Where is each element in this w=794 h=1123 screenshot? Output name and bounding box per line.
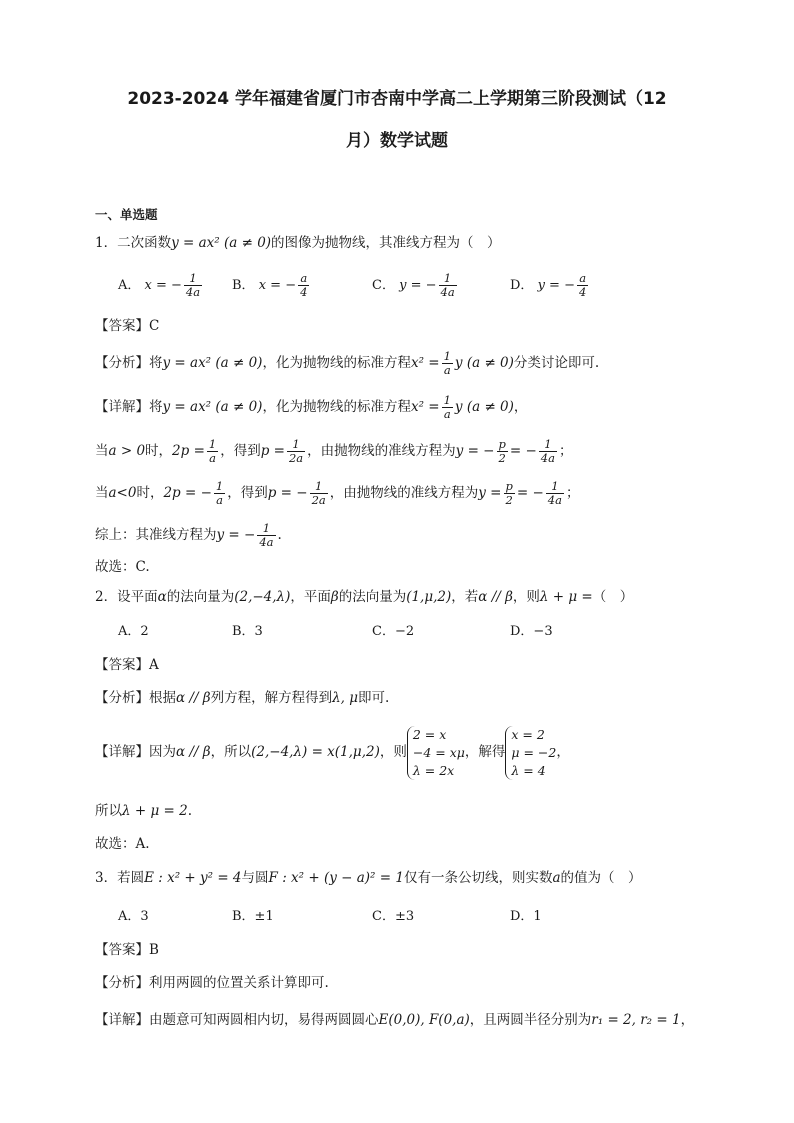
q2-option-d: D．−3 — [510, 624, 553, 639]
q2-analysis: 【分析】根据α // β列方程，解方程得到λ, μ即可. — [95, 690, 390, 706]
q1-case-positive: 当a > 0时，2p = $\frac{1}{a}$ ，得到p = $\frac{1}{2a}$ ，由抛物线的准线方程为y = − $\frac{p}{2}$ = − $\frac{1}{4a}$ ； — [95, 437, 573, 465]
q3-detail: 【详解】由题意可知两圆相内切，易得两圆圆心E(0,0), F(0,a)，且两圆半径分别为r₁ = 2, r₂ = 1， — [95, 1012, 695, 1028]
paper-title-line2: 月）数学试题 — [346, 131, 448, 151]
q1-case-negative: 当a<0时，2p = − $\frac{1}{a}$ ，得到p = − $\frac{1}{2a}$ ，由抛物线的准线方程为y = $\frac{p}{2}$ = − $\frac{1}{4a}$ ； — [95, 479, 580, 507]
paper-title-line1: 2023-2024 学年福建省厦门市杏南中学高二上学期第三阶段测试（12 — [127, 89, 667, 109]
q2-option-c: C．−2 — [372, 624, 415, 639]
q1-option-b: B． x = − $\frac{a}{4}$ — [232, 271, 308, 299]
q3-option-d: D．1 — [510, 909, 542, 924]
q2-result: 所以λ + μ = 2. — [95, 803, 193, 819]
q1-detail: 【详解】将y = ax² (a ≠ 0)，化为抛物线的标准方程x² = $\frac{1}{a}$ y (a ≠ 0)， — [95, 393, 528, 421]
q2-system-solution: x = 2 μ = −2 λ = 4 — [505, 726, 556, 780]
q2-detail: 【详解】因为α // β，所以(2,−4,λ) = x(1,μ,2)，则 2 = x −4 = xμ λ = 2x ，解得 x = 2 μ = −2 λ = 4 ， — [95, 726, 570, 778]
q1-option-d: D． y = − $\frac{a}{4}$ — [510, 271, 587, 299]
q3-option-c: C．±3 — [372, 909, 415, 924]
q2-system-equations: 2 = x −4 = xμ λ = 2x — [407, 726, 465, 780]
q2-stem: 2．设平面α的法向量为(2,−4,λ)，平面β的法向量为(1,μ,2)，若α // β，则λ + μ =（ ） — [95, 589, 634, 605]
q1-option-a: A． x = − $\frac{1}{4a}$ — [118, 271, 201, 299]
q1-choice: 故选：C. — [95, 559, 150, 575]
q3-stem: 3．若圆E : x² + y² = 4与圆F : x² + (y − a)² = 1仅有一条公切线，则实数a的值为（ ） — [95, 870, 642, 886]
q3-option-b: B．±1 — [232, 909, 274, 924]
section-heading: 一、单选题 — [95, 207, 158, 222]
q3-analysis: 【分析】利用两圆的位置关系计算即可. — [95, 975, 329, 991]
q2-option-b: B．3 — [232, 624, 263, 639]
q1-summary: 综上：其准线方程为y = − $\frac{1}{4a}$ . — [95, 521, 282, 549]
q2-option-a: A．2 — [118, 624, 149, 639]
q1-option-c: C． y = − $\frac{1}{4a}$ — [372, 271, 455, 299]
q2-choice: 故选：A. — [95, 836, 150, 852]
q3-option-a: A．3 — [118, 909, 149, 924]
q3-answer: 【答案】B — [95, 942, 159, 958]
q1-answer: 【答案】C — [95, 318, 160, 334]
q1-analysis: 【分析】将y = ax² (a ≠ 0)，化为抛物线的标准方程x² = $\frac{1}{a}$ y (a ≠ 0)分类讨论即可. — [95, 349, 600, 377]
q2-answer: 【答案】A — [95, 657, 159, 673]
q1-stem: 1．二次函数y = ax² (a ≠ 0)的图像为抛物线，其准线方程为（ ） — [95, 235, 501, 251]
